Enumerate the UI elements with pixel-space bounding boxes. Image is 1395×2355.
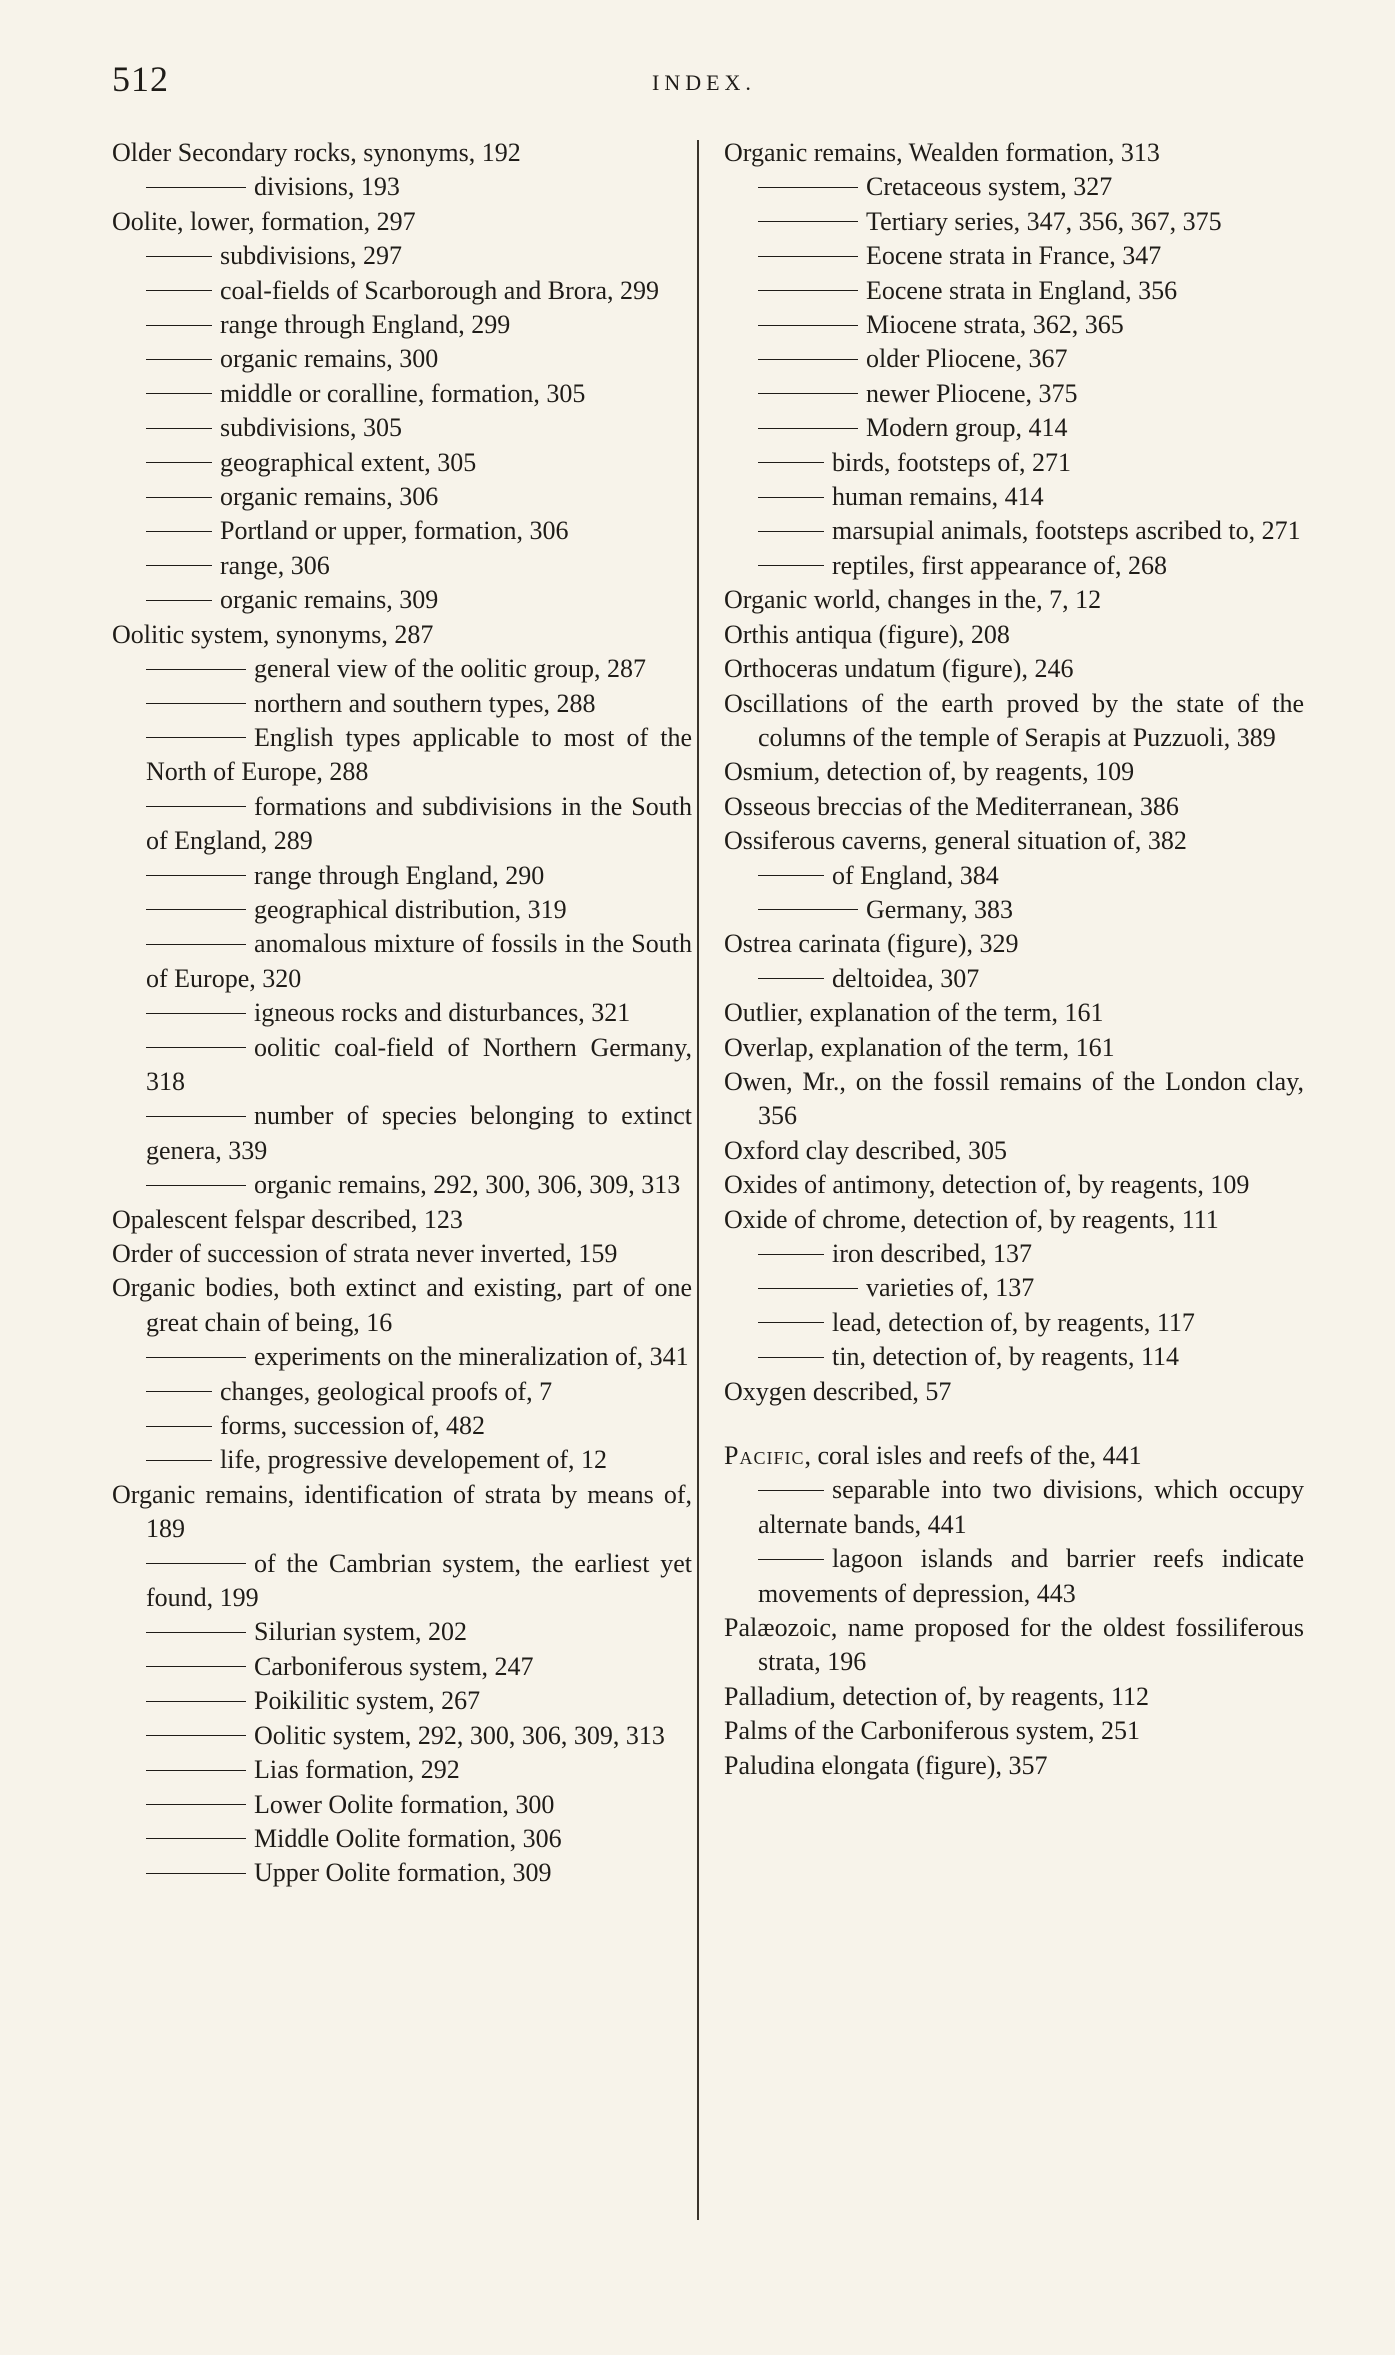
entry-text: Carboniferous system, 247	[254, 1651, 534, 1681]
ditto-dash	[146, 669, 246, 670]
entry-text: igneous rocks and disturbances, 321	[254, 998, 631, 1028]
index-entry	[112, 1375, 692, 1409]
ditto-dash	[758, 325, 858, 326]
entry-text: organic remains, 309	[220, 585, 439, 615]
ditto-dash	[758, 565, 824, 566]
entry-text: formations and subdivisions in the South of England, 289	[146, 791, 692, 856]
index-entry	[724, 1542, 1304, 1611]
entry-text: organic remains, 306	[220, 482, 439, 512]
index-entry	[112, 996, 692, 1030]
entry-text: Oscillations of the earth proved by the state of the columns of the temple of Serapis at Puzzuoli, 389	[724, 688, 1304, 752]
ditto-dash	[146, 1185, 246, 1186]
entry-text: Ossiferous caverns, general situation of, 382	[724, 826, 1187, 856]
page-number: 512	[112, 59, 169, 99]
index-entry	[112, 1409, 692, 1443]
column-divider	[697, 140, 699, 2220]
ditto-dash	[758, 875, 824, 876]
index-entry	[112, 1237, 692, 1271]
ditto-dash	[758, 1357, 824, 1358]
entry-text: , coral isles and reefs of the, 441	[804, 1441, 1142, 1471]
entry-text: older Pliocene, 367	[866, 344, 1068, 374]
index-entry	[724, 1237, 1304, 1271]
entry-text: English types applicable to most of the North of Europe, 288	[146, 722, 692, 787]
ditto-dash	[146, 1735, 246, 1736]
index-entry	[724, 1749, 1304, 1783]
index-entry	[724, 1306, 1304, 1340]
ditto-dash	[758, 393, 858, 394]
index-entry	[724, 480, 1304, 514]
entry-text: range, 306	[220, 550, 330, 580]
index-entry	[112, 687, 692, 721]
entry-text: Oolitic system, 292, 300, 306, 309, 313	[254, 1720, 665, 1750]
index-entry	[112, 514, 692, 548]
ditto-dash	[146, 1838, 246, 1839]
entry-text: Palæozoic, name proposed for the oldest fossiliferous strata, 196	[724, 1613, 1304, 1677]
entry-text: geographical distribution, 319	[254, 894, 567, 924]
entry-text: Owen, Mr., on the fossil remains of the London clay, 356	[724, 1066, 1304, 1131]
index-entry	[724, 1168, 1304, 1202]
index-entry	[724, 514, 1304, 548]
index-column-right	[724, 136, 1304, 1783]
ditto-dash	[146, 187, 246, 188]
entry-text: Older Secondary rocks, synonyms, 192	[112, 138, 521, 167]
entry-text: of England, 384	[832, 860, 999, 890]
ditto-dash	[758, 909, 858, 910]
running-title: INDEX.	[652, 70, 756, 95]
index-entry	[112, 480, 692, 514]
index-entry	[112, 1443, 692, 1477]
entry-text: Germany, 383	[866, 894, 1014, 924]
index-entry	[112, 652, 692, 686]
ditto-dash	[758, 359, 858, 360]
index-entry	[724, 170, 1304, 204]
index-entry	[112, 170, 692, 204]
index-entry	[724, 1714, 1304, 1748]
index-entry	[724, 755, 1304, 789]
running-head	[112, 58, 1292, 108]
ditto-dash	[146, 462, 212, 463]
index-entry	[112, 205, 692, 239]
ditto-dash	[146, 256, 212, 257]
index-entry	[724, 446, 1304, 480]
entry-text: Organic world, changes in the, 7, 12	[724, 585, 1102, 615]
entry-text: Order of succession of strata never inverted, 159	[112, 1239, 618, 1268]
entry-text: Miocene strata, 362, 365	[866, 310, 1124, 340]
index-entry	[724, 136, 1304, 170]
ditto-dash	[146, 1426, 212, 1427]
index-entry	[724, 790, 1304, 824]
ditto-dash	[146, 1563, 246, 1564]
entry-text: northern and southern types, 288	[254, 688, 596, 718]
index-entry	[112, 1822, 692, 1856]
entry-text: lead, detection of, by reagents, 117	[832, 1307, 1195, 1337]
entry-text: reptiles, first appearance of, 268	[832, 550, 1167, 580]
index-entry	[724, 927, 1304, 961]
ditto-dash	[146, 497, 212, 498]
index-entry	[724, 859, 1304, 893]
index-entry	[112, 239, 692, 273]
index-entry	[112, 549, 692, 583]
ditto-dash	[758, 497, 824, 498]
index-entry	[724, 411, 1304, 445]
entry-text: Poikilitic system, 267	[254, 1686, 481, 1716]
entry-text: subdivisions, 305	[220, 413, 403, 443]
ditto-dash	[758, 187, 858, 188]
entry-text: middle or coralline, formation, 305	[220, 378, 586, 408]
index-entry	[112, 927, 692, 996]
entry-text: forms, succession of, 482	[220, 1411, 486, 1441]
index-entry	[724, 1611, 1304, 1680]
ditto-dash	[146, 703, 246, 704]
index-entry	[724, 549, 1304, 583]
index-entry	[112, 1478, 692, 1547]
index-entry	[112, 790, 692, 859]
index-entry	[724, 1439, 1304, 1473]
ditto-dash	[146, 393, 212, 394]
ditto-dash	[758, 256, 858, 257]
entry-text: Tertiary series, 347, 356, 367, 375	[866, 206, 1222, 236]
entry-text: tin, detection of, by reagents, 114	[832, 1342, 1180, 1372]
entry-text: Osseous breccias of the Mediterranean, 386	[724, 791, 1179, 821]
index-entry	[724, 824, 1304, 858]
entry-text: Palms of the Carboniferous system, 251	[724, 1716, 1140, 1746]
entry-text: Organic remains, identification of strata by means of, 189	[112, 1479, 692, 1544]
index-entry	[112, 1788, 692, 1822]
ditto-dash	[146, 1391, 212, 1392]
entry-text: Lower Oolite formation, 300	[254, 1789, 555, 1819]
index-entry	[112, 377, 692, 411]
ditto-dash	[758, 290, 858, 291]
index-entry	[112, 1684, 692, 1718]
index-entry	[112, 583, 692, 617]
entry-text: Opalescent felspar described, 123	[112, 1204, 463, 1234]
ditto-dash	[146, 1770, 246, 1771]
entry-text: life, progressive developement of, 12	[220, 1445, 607, 1475]
index-entry	[112, 136, 692, 170]
index-entry	[724, 1473, 1304, 1542]
ditto-dash	[758, 1559, 824, 1560]
entry-text: number of species belonging to extinct genera, 339	[146, 1101, 692, 1165]
entry-text: Cretaceous system, 327	[866, 172, 1113, 202]
entry-text: of the Cambrian system, the earliest yet found, 199	[146, 1548, 692, 1613]
index-entry	[112, 1340, 692, 1374]
entry-text: anomalous mixture of fossils in the South of Europe, 320	[146, 929, 692, 993]
ditto-dash	[146, 1666, 246, 1667]
ditto-dash	[146, 531, 212, 532]
index-entry	[112, 1031, 692, 1100]
index-entry	[112, 859, 692, 893]
entry-text: Organic bodies, both extinct and existing, part of one great chain of being, 16	[112, 1273, 692, 1337]
index-entry	[724, 1375, 1304, 1409]
index-entry	[724, 962, 1304, 996]
index-entry	[724, 583, 1304, 617]
ditto-dash	[146, 875, 246, 876]
entry-text: coal-fields of Scarborough and Brora, 299	[220, 275, 659, 305]
index-entry	[112, 893, 692, 927]
entry-text: Oxford clay described, 305	[724, 1135, 1008, 1165]
ditto-dash	[146, 1357, 246, 1358]
ditto-dash	[146, 909, 246, 910]
index-entry	[112, 1650, 692, 1684]
index-entry	[724, 1680, 1304, 1714]
index-entry	[112, 1547, 692, 1616]
ditto-dash	[146, 1116, 246, 1117]
index-entry	[112, 308, 692, 342]
ditto-dash	[758, 1490, 824, 1491]
ditto-dash	[146, 944, 246, 945]
index-entry	[724, 377, 1304, 411]
index-entry	[724, 687, 1304, 756]
entry-text: Outlier, explanation of the term, 161	[724, 998, 1104, 1028]
ditto-dash	[146, 1701, 246, 1702]
entry-text: Palladium, detection of, by reagents, 112	[724, 1681, 1150, 1711]
entry-text: Orthoceras undatum (figure), 246	[724, 654, 1074, 684]
ditto-dash	[146, 325, 212, 326]
ditto-dash	[758, 1322, 824, 1323]
ditto-dash	[146, 565, 212, 566]
index-entry	[724, 308, 1304, 342]
entry-text: organic remains, 292, 300, 306, 309, 313	[254, 1170, 681, 1200]
entry-text: oolitic coal-field of Northern Germany, 318	[146, 1032, 692, 1096]
entry-heading-smallcaps: Pacific	[724, 1441, 805, 1471]
entry-text: Ostrea carinata (figure), 329	[724, 929, 1019, 959]
index-entry	[724, 1031, 1304, 1065]
index-entry	[112, 618, 692, 652]
entry-text: Oxygen described, 57	[724, 1376, 952, 1406]
index-entry	[724, 342, 1304, 376]
entry-text: Modern group, 414	[866, 413, 1068, 443]
entry-text: Paludina elongata (figure), 357	[724, 1750, 1048, 1780]
ditto-dash	[758, 1254, 824, 1255]
index-entry	[724, 996, 1304, 1030]
entry-text: experiments on the mineralization of, 341	[254, 1342, 689, 1372]
entry-text: Eocene strata in England, 356	[866, 275, 1178, 305]
ditto-dash	[146, 1804, 246, 1805]
entry-text: range through England, 290	[254, 860, 545, 890]
entry-text: varieties of, 137	[866, 1273, 1035, 1303]
ditto-dash	[758, 428, 858, 429]
index-entry	[724, 1271, 1304, 1305]
index-entry	[112, 411, 692, 445]
entry-text: human remains, 414	[832, 482, 1044, 512]
ditto-dash	[146, 737, 246, 738]
index-entry	[724, 205, 1304, 239]
ditto-dash	[146, 359, 212, 360]
index-entry	[724, 1340, 1304, 1374]
index-entry	[112, 1856, 692, 1890]
index-entry	[112, 1099, 692, 1168]
entry-text: Oxides of antimony, detection of, by reagents, 109	[724, 1170, 1250, 1200]
entry-text: Oxide of chrome, detection of, by reagents, 111	[724, 1204, 1219, 1234]
entry-text: birds, footsteps of, 271	[832, 447, 1072, 477]
entry-text: divisions, 193	[254, 172, 400, 202]
ditto-dash	[146, 1460, 212, 1461]
entry-text: Oolite, lower, formation, 297	[112, 206, 416, 236]
entry-text: separable into two divisions, which occupy alternate bands, 441	[758, 1475, 1304, 1539]
entry-text: deltoidea, 307	[832, 963, 980, 993]
index-entry	[724, 652, 1304, 686]
entry-text: geographical extent, 305	[220, 447, 477, 477]
index-entry	[112, 274, 692, 308]
ditto-dash	[146, 806, 246, 807]
entry-text: range through England, 299	[220, 310, 511, 340]
index-entry	[724, 1134, 1304, 1168]
ditto-dash	[758, 531, 824, 532]
entry-text: changes, geological proofs of, 7	[220, 1376, 553, 1406]
entry-text: Lias formation, 292	[254, 1755, 460, 1785]
entry-text: Upper Oolite formation, 309	[254, 1858, 552, 1888]
index-entry	[112, 1615, 692, 1649]
entry-text: marsupial animals, footsteps ascribed to, 271	[832, 516, 1301, 546]
ditto-dash	[146, 1632, 246, 1633]
entry-text: Orthis antiqua (figure), 208	[724, 619, 1010, 649]
entry-text: Middle Oolite formation, 306	[254, 1823, 562, 1853]
ditto-dash	[758, 978, 824, 979]
index-entry	[112, 1753, 692, 1787]
index-entry	[112, 1719, 692, 1753]
ditto-dash	[146, 290, 212, 291]
index-entry	[112, 446, 692, 480]
index-entry	[112, 342, 692, 376]
ditto-dash	[758, 221, 858, 222]
entry-text: Eocene strata in France, 347	[866, 241, 1162, 271]
index-entry	[724, 618, 1304, 652]
entry-text: Overlap, explanation of the term, 161	[724, 1032, 1115, 1062]
index-entry	[724, 239, 1304, 273]
index-entry	[724, 274, 1304, 308]
entry-text: subdivisions, 297	[220, 241, 403, 271]
entry-text: lagoon islands and barrier reefs indicate movements of depression, 443	[758, 1544, 1304, 1608]
ditto-dash	[146, 600, 212, 601]
index-entry	[724, 1203, 1304, 1237]
entry-text: Osmium, detection of, by reagents, 109	[724, 757, 1135, 787]
entry-text: general view of the oolitic group, 287	[254, 654, 647, 684]
index-entry	[112, 721, 692, 790]
index-entry	[112, 1168, 692, 1202]
entry-text: Portland or upper, formation, 306	[220, 516, 569, 546]
index-entry	[724, 1065, 1304, 1134]
ditto-dash	[146, 428, 212, 429]
index-entry	[112, 1203, 692, 1237]
entry-text: Organic remains, Wealden formation, 313	[724, 138, 1160, 167]
ditto-dash	[758, 1288, 858, 1289]
index-entry	[112, 1271, 692, 1340]
entry-text: organic remains, 300	[220, 344, 439, 374]
entry-text: Silurian system, 202	[254, 1617, 468, 1647]
index-column-left	[112, 136, 692, 1891]
ditto-dash	[146, 1013, 246, 1014]
entry-text: newer Pliocene, 375	[866, 378, 1078, 408]
ditto-dash	[758, 462, 824, 463]
ditto-dash	[146, 1047, 246, 1048]
ditto-dash	[146, 1873, 246, 1874]
entry-text: iron described, 137	[832, 1239, 1033, 1268]
entry-text: Oolitic system, synonyms, 287	[112, 619, 434, 649]
index-entry	[724, 893, 1304, 927]
